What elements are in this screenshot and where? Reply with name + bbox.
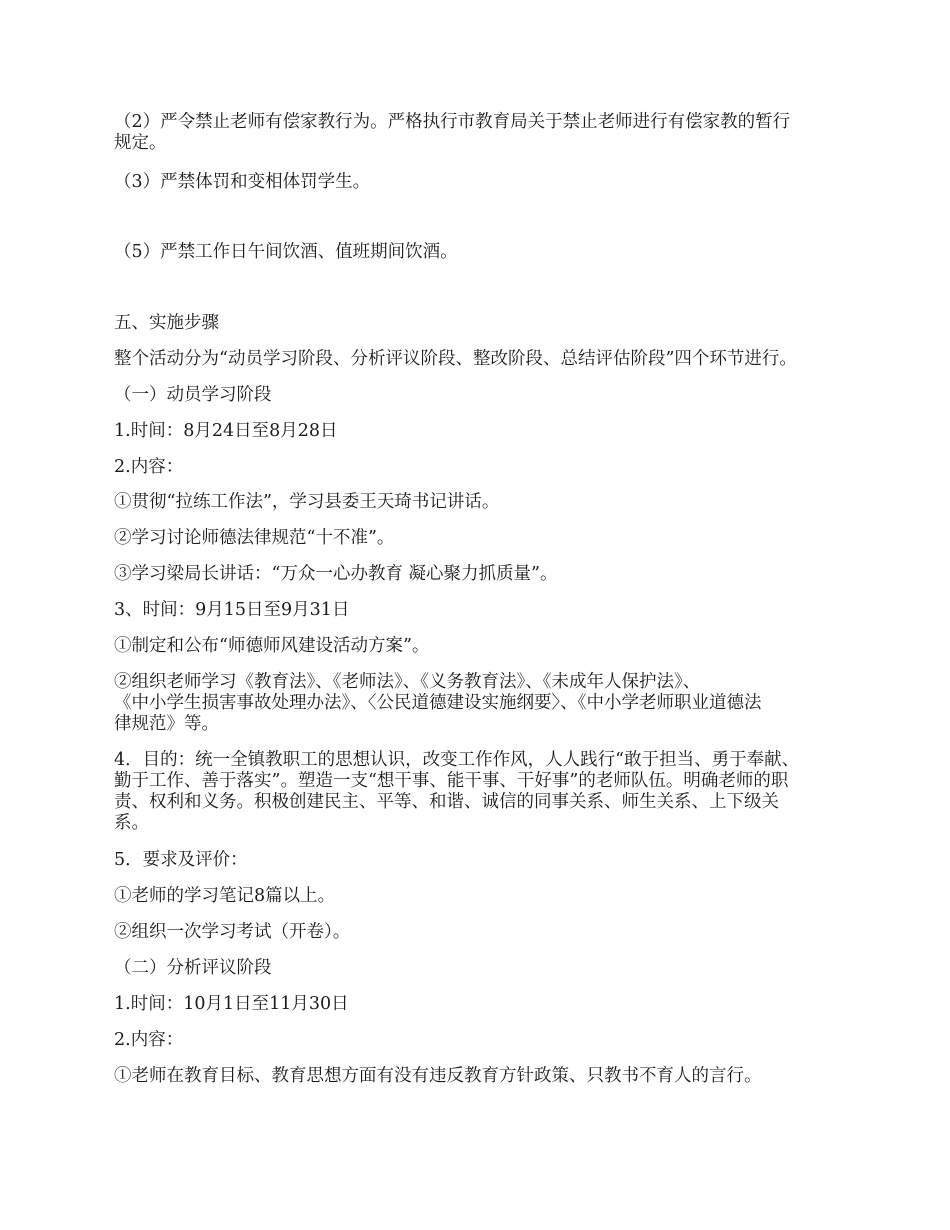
text-line: 责、权利和义务。积极创建民主、平等、和谐、诚信的同事关系、师生关系、上下级关: [114, 792, 779, 812]
list-item: ①老师在教育目标、教育思想方面有没有违反教育方针政策、只教书不育人的言行。: [114, 1066, 762, 1086]
list-item: ③学习梁局长讲话：“万众一心办教育 凝心聚力抓质量”。: [114, 564, 558, 584]
paragraph-content-label: 2.内容：: [114, 1030, 184, 1050]
text-line: 系。: [114, 813, 149, 833]
section-heading-implementation: 五、实施步骤: [114, 313, 219, 333]
list-item: ①老师的学习笔记8篇以上。: [114, 886, 336, 906]
paragraph-activity-overview: 整个活动分为“动员学习阶段、分析评议阶段、整改阶段、总结评估阶段”四个环节进行。: [114, 349, 797, 369]
text-line: 勤于工作、善于落实”。塑造一支“想干事、能干事、干好事”的老师队伍。明确老师的职: [114, 771, 789, 791]
paragraph-ban-corporal-punishment: （3）严禁体罚和变相体罚学生。: [114, 172, 371, 192]
paragraph-time-3: 3、时间：9月15日至9月31日: [114, 600, 350, 620]
list-item: ①贯彻“拉练工作法”，学习县委王天琦书记讲话。: [114, 492, 500, 512]
paragraph-time-analysis: 1.时间：10月1日至11月30日: [114, 994, 349, 1014]
paragraph-requirements: 5．要求及评价：: [114, 850, 248, 870]
paragraph-ban-paid-tutoring: [114, 112, 854, 154]
list-item: ①制定和公布“师德师风建设活动方案”。: [114, 636, 430, 656]
list-item: ②组织一次学习考试（开卷）。: [114, 922, 351, 942]
list-item: ②学习讨论师德法律规范“十不准”。: [114, 528, 395, 548]
paragraph-purpose: [114, 750, 854, 834]
subheading-mobilization-stage: （一）动员学习阶段: [114, 385, 272, 405]
list-item-laws: [114, 672, 854, 735]
text-line: 《中小学生损害事故处理办法》、〈公民道德建设实施纲要〉、《中小学老师职业道德法: [114, 693, 762, 713]
paragraph-ban-drinking: （5）严禁工作日午间饮酒、值班期间饮酒。: [114, 242, 458, 262]
paragraph-content-label: 2.内容：: [114, 457, 184, 477]
subheading-analysis-stage: （二）分析评议阶段: [114, 958, 272, 978]
text-line: 律规范》等。: [114, 714, 219, 734]
paragraph-time-1: 1.时间：8月24日至8月28日: [114, 421, 338, 441]
text-line: 规定。: [114, 133, 167, 153]
text-line: （2）严令禁止老师有偿家教行为。严格执行市教育局关于禁止老师进行有偿家教的暂行: [114, 112, 791, 132]
text-line: 4．目的：统一全镇教职工的思想认识，改变工作作风，人人践行“敢于担当、勇于奉献、: [114, 750, 800, 770]
text-line: ②组织老师学习《教育法》、《老师法》、《义务教育法》、《未成年人保护法》、: [114, 672, 701, 692]
